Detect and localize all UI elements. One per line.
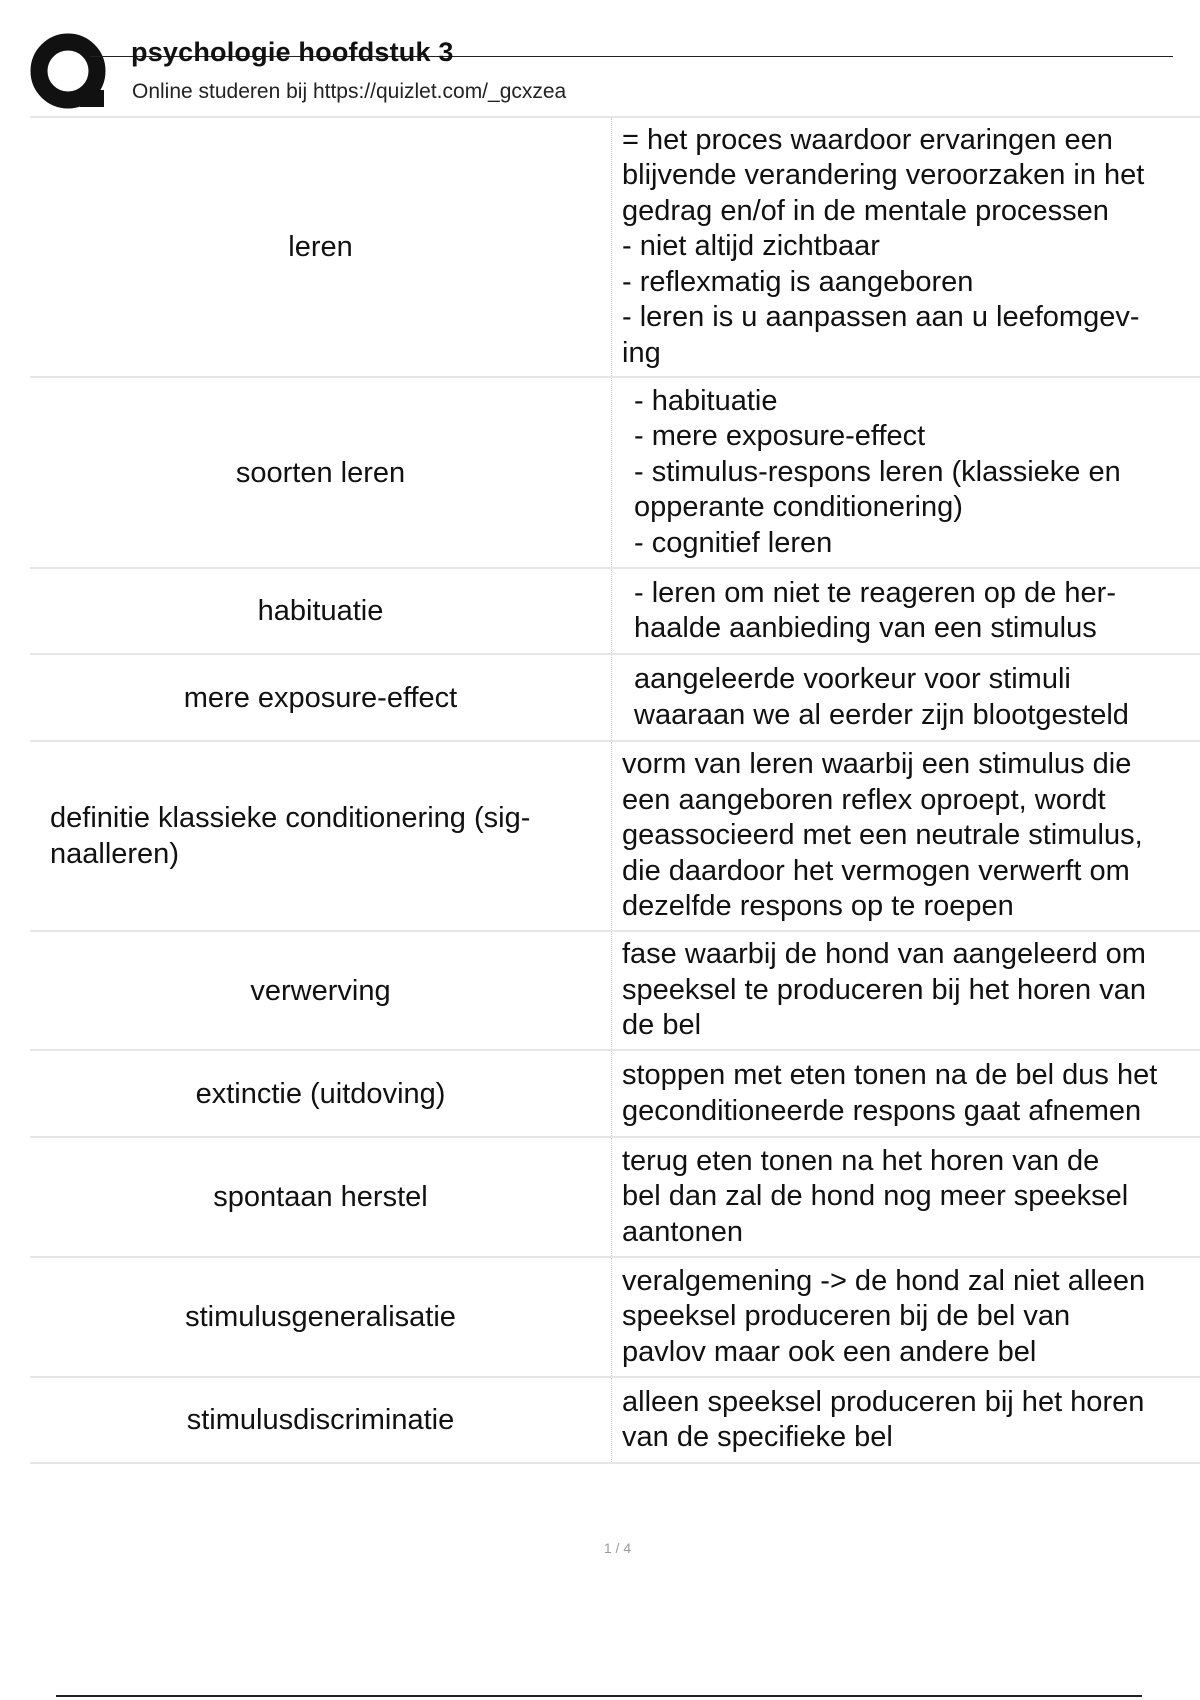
table-row [30, 1051, 1200, 1138]
document-subtitle: Online studeren bij https://quizlet.com/_gcxzea [132, 80, 567, 103]
term-cell: spontaan herstel [30, 1138, 612, 1256]
definition-cell: aangeleerde voorkeur voor stimuli waaraan we al eerder zijn blootgesteld [634, 663, 1129, 731]
term-cell: leren [30, 118, 612, 376]
definition-cell: = het proces waardoor ervaringen een blijvende verandering veroorzaken in het gedrag en/of in de mentale processen - niet altijd zichtbaar - reflexmatig is aangeboren - leren is u aanpassen aan u leefomgev- ing [622, 123, 1145, 369]
term-cell: mere exposure-effect [30, 655, 612, 740]
table-row [30, 1258, 1200, 1378]
term-cell: definitie klassieke conditionering (sig- naalleren) [30, 742, 612, 930]
definition-cell: fase waarbij de hond van aangeleerd om speeksel te produceren bij het horen van de bel [622, 938, 1146, 1042]
footer-divider [56, 1695, 1142, 1697]
page-number: 1 / 4 [603, 1540, 632, 1556]
table-row [30, 1378, 1200, 1464]
table-row [30, 378, 1200, 569]
table-row [30, 655, 1200, 742]
term-cell: stimulusgeneralisatie [30, 1258, 612, 1376]
definition-cell: - leren om niet te reageren op de her- haalde aanbieding van een stimulus [634, 576, 1116, 644]
table-row [30, 118, 1200, 378]
table-row [30, 1138, 1200, 1258]
flashcard-table [30, 116, 1200, 1464]
table-row [30, 932, 1200, 1051]
table-row [30, 742, 1200, 932]
term-cell: stimulusdiscriminatie [30, 1378, 612, 1462]
term-cell: verwerving [30, 932, 612, 1049]
quizlet-q-logo-icon [30, 32, 112, 114]
definition-cell: terug eten tonen na het horen van de bel dan zal de hond nog meer speeksel aantonen [622, 1144, 1129, 1248]
definition-cell: - habituatie - mere exposure-effect - stimulus-respons leren (klassieke en opperante conditionering) - cognitief leren [634, 384, 1121, 559]
page-header [30, 28, 1150, 114]
term-cell: soorten leren [30, 378, 612, 567]
term-cell: extinctie (uitdoving) [30, 1051, 612, 1136]
definition-cell: vorm van leren waarbij een stimulus die een aangeboren reflex oproept, wordt geassocieerd met een neutrale stimulus, die daardoor het vermogen verwerft om dezelfde respons op te roepen [622, 748, 1143, 923]
definition-cell: veralgemening -> de hond zal niet alleen speeksel produceren bij de bel van pavlov maar ook een andere bel [622, 1264, 1146, 1368]
term-cell: habituatie [30, 569, 612, 653]
definition-cell: alleen speeksel produceren bij het horen van de specifieke bel [622, 1385, 1145, 1453]
document-title: psychologie hoofdstuk 3 [131, 37, 454, 67]
table-row [30, 569, 1200, 655]
definition-cell: stoppen met eten tonen na de bel dus het geconditioneerde respons gaat afnemen [622, 1059, 1158, 1127]
